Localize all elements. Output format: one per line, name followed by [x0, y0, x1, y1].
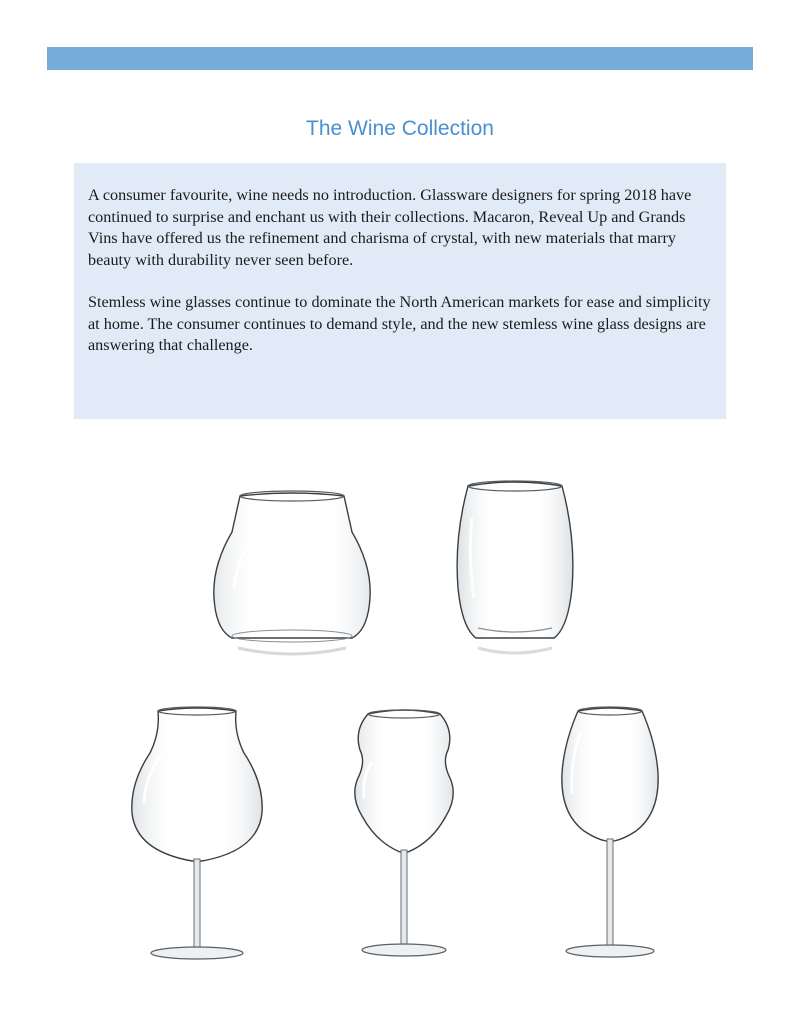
- classic-stemmed-glass-icon: [558, 703, 662, 965]
- intro-paragraph-1: A consumer favourite, wine needs no introduction. Glassware designers for spring 2018 have continued to surprise and enchant us with their collections. Macaron, Reveal Up and Grands Vins have offered us the refinement and charisma of crystal, with new materials that marry beauty with durability never seen before.: [88, 186, 692, 269]
- intro-paragraph-2: Stemless wine glasses continue to dominate the North American markets for ease and simplicity at home. The consumer continues to demand style, and the new stemless wine glass designs are answering that challenge.: [88, 293, 711, 354]
- page-title: The Wine Collection: [306, 117, 494, 140]
- wide-stemless-glass-icon: [212, 488, 372, 668]
- stemless-tumbler-glass-icon: [456, 478, 574, 666]
- tulip-stemmed-glass-icon: [128, 703, 266, 965]
- header-accent-bar: [47, 47, 753, 70]
- intro-text-box: [74, 163, 726, 419]
- macaron-stemmed-glass-icon: [350, 706, 458, 964]
